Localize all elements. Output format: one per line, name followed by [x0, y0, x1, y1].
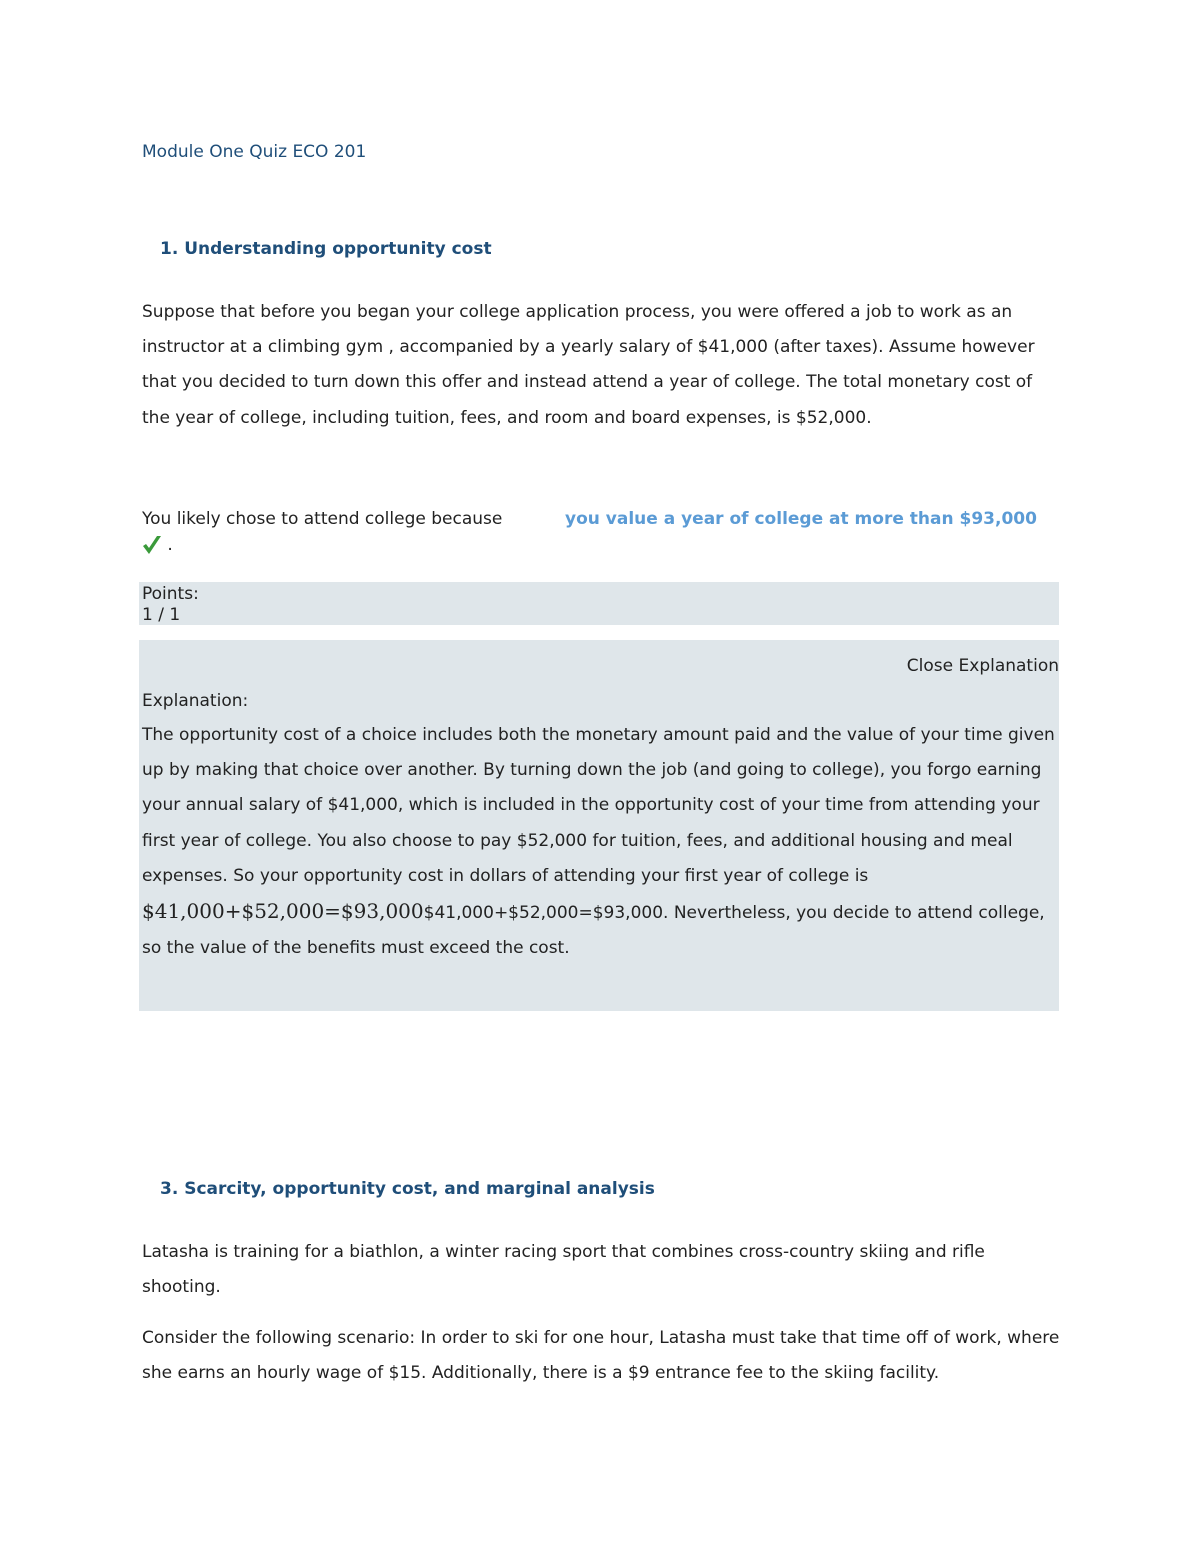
- question-1-scenario: Suppose that before you began your college application process, you were offered a job to work as an instructor at a climbing gym , accompanied by a yearly salary of $41,000 (after taxes). Assume however that you decided to turn down this offer and instead attend a year of college. The total monetary cost of the year of college, including tuition, fees, and room and board expenses, is $52,000.: [142, 302, 1035, 428]
- answer-suffix: .: [167, 535, 173, 555]
- points-label: Points:: [142, 584, 199, 604]
- explanation-label: Explanation:: [142, 691, 249, 711]
- question-3-heading: 3. Scarcity, opportunity cost, and marginal analysis: [160, 1179, 655, 1199]
- question-1-selected-answer[interactable]: you value a year of college at more than $93,000: [565, 509, 1037, 529]
- question-3-paragraph-2: Consider the following scenario: In order to ski for one hour, Latasha must take that time off of work, where she earns an hourly wage of $15. Additionally, there is a $9 entrance fee to the skiing facility.: [142, 1328, 1060, 1384]
- page-title: Module One Quiz ECO 201: [142, 142, 367, 162]
- answer-feedback-row: [142, 534, 173, 556]
- explanation-part-1: The opportunity cost of a choice includes both the monetary amount paid and the value of your time given up by making that choice over another. By turning down the job (and going to college), you forgo earning your annual salary of $41,000, which is included in the opportunity cost of your time from attending your first year of college. You also choose to pay $52,000 for tuition, fees, and additional housing and meal expenses. So your opportunity cost in dollars of attending your first year of college is: [142, 725, 1055, 886]
- checkmark-icon: [142, 534, 162, 556]
- explanation-part-2: $41,000+$52,000=$93,000. Nevertheless, you decide to attend college, so the value of the benefits must exceed the cost.: [142, 903, 1045, 959]
- explanation-math: $41,000+$52,000=$93,000: [142, 899, 424, 924]
- explanation-text: [142, 718, 1058, 966]
- question-1-prompt: You likely chose to attend college because: [142, 509, 503, 529]
- question-3-paragraph-1: Latasha is training for a biathlon, a winter racing sport that combines cross-country skiing and rifle shooting.: [142, 1242, 985, 1298]
- explanation-panel: [139, 640, 1059, 1011]
- points-value: 1 / 1: [142, 605, 181, 625]
- close-explanation-link[interactable]: Close Explanation: [906, 656, 1059, 676]
- question-1-heading: 1. Understanding opportunity cost: [160, 239, 492, 259]
- points-panel: [139, 582, 1059, 625]
